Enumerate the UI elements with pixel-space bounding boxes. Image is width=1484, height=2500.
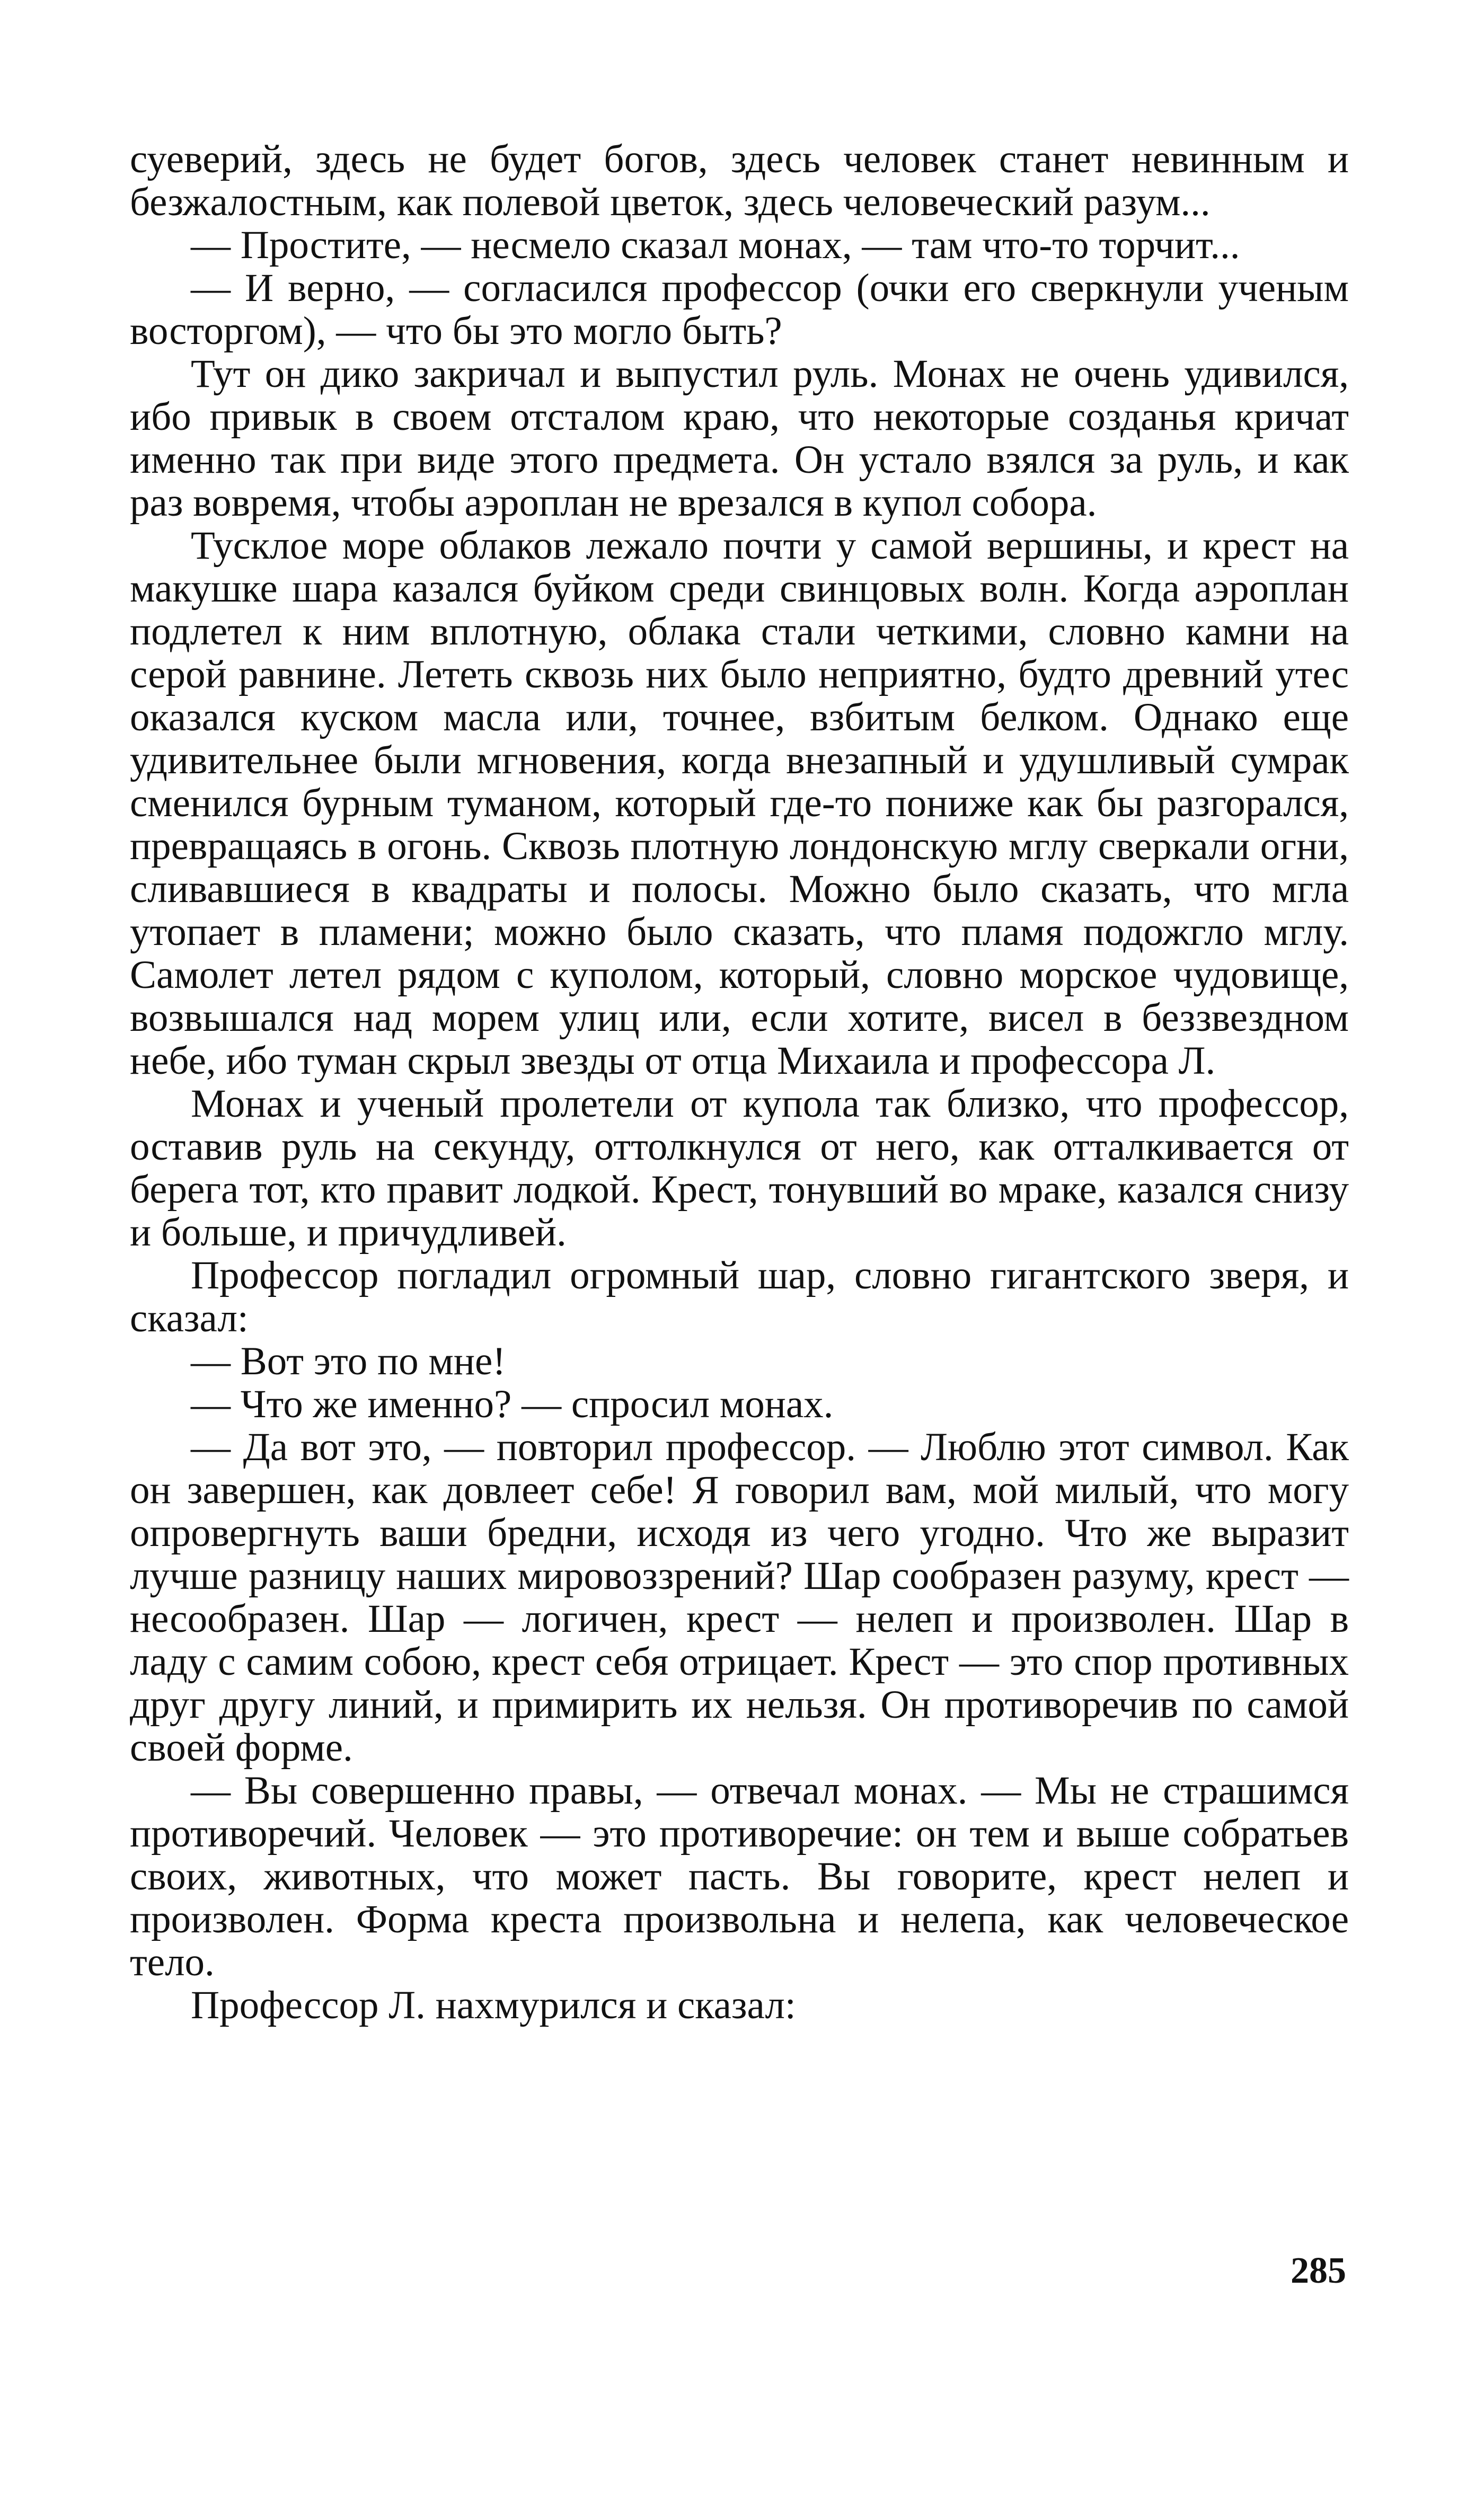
paragraph-narrative-2: Тусклое море облаков лежало почти у самой вершины, и крест на макушке шара казался буйком среди свинцовых волн. Когда аэроплан подлетел к ним вплотную, облака стали четкими, словно камни на серой равнине. Лететь сквозь них было неприятно, будто древний утес оказался куском масла или, точнее, взбитым белком. Однако еще удивительнее были мгновения, когда внезапный и удушливый сумрак сменился бурным туманом, который где-то пониже как бы разгорался, превращаясь в огонь. Сквозь плотную лондонскую мглу сверкали огни, сливавшиеся в квадраты и полосы. Можно было сказать, что мгла утопает в пламени; можно было сказать, что пламя подожгло мглу. Самолет летел рядом с куполом, который, словно морское чудовище, возвышался над морем улиц или, если хотите, висел в беззвездном небе, ибо туман скрыл звезды от отца Михаила и профессора Л. — [130, 524, 1349, 1083]
paragraph-dialogue-professor-3: — Да вот это, — повторил профессор. — Люблю этот символ. Как он завершен, как довлеет себе! Я говорил вам, мой милый, что могу опровергнуть ваши бредни, исходя из чего угодно. Что же выразит лучше разницу наших мировоззрений? Шар сообразен разуму, крест — несообразен. Шар — логичен, крест — нелеп и произволен. Шар в ладу с самим собою, крест себя отрицает. Крест — это спор противных друг другу линий, и примирить их нельзя. Он противоречив по самой своей форме. — [130, 1425, 1349, 1770]
paragraph-continuation: суеверий, здесь не будет богов, здесь человек станет невинным и безжалостным, как полевой цветок, здесь человеческий разум... — [130, 137, 1349, 224]
page-number: 285 — [1291, 2250, 1346, 2291]
paragraph-dialogue-monk-3: — Вы совершенно правы, — отвечал монах. — Мы не страшимся противоречий. Человек — это противоречие: он тем и выше собратьев своих, животных, что может пасть. Вы говорите, крест нелеп и произволен. Форма креста произвольна и нелепа, как человеческое тело. — [130, 1769, 1349, 1984]
paragraph-narrative-4: Профессор погладил огромный шар, словно гигантского зверя, и сказал: — [130, 1253, 1349, 1340]
page-body-text — [130, 138, 1349, 2027]
paragraph-dialogue-professor-1: — И верно, — согласился профессор (очки его сверкнули ученым восторгом), — что бы это могло быть? — [130, 266, 1349, 353]
paragraph-narrative-1: Тут он дико закричал и выпустил руль. Монах не очень удивился, ибо привык в своем отсталом краю, что некоторые созданья кричат именно так при виде этого предмета. Он устало взялся за руль, и как раз вовремя, чтобы аэроплан не врезался в купол собора. — [130, 352, 1349, 525]
paragraph-dialogue-monk-1: — Простите, — несмело сказал монах, — там что-то торчит... — [191, 223, 1240, 267]
paragraph-narrative-3: Монах и ученый пролетели от купола так близко, что профессор, оставив руль на секунду, оттолкнулся от него, как отталкивается от берега тот, кто правит лодкой. Крест, тонувший во мраке, казался снизу и больше, и причудливей. — [130, 1082, 1349, 1255]
paragraph-dialogue-professor-2: — Вот это по мне! — [191, 1339, 506, 1383]
paragraph-dialogue-monk-2: — Что же именно? — спросил монах. — [191, 1382, 834, 1426]
paragraph-narrative-5: Профессор Л. нахмурился и сказал: — [191, 1983, 796, 2027]
